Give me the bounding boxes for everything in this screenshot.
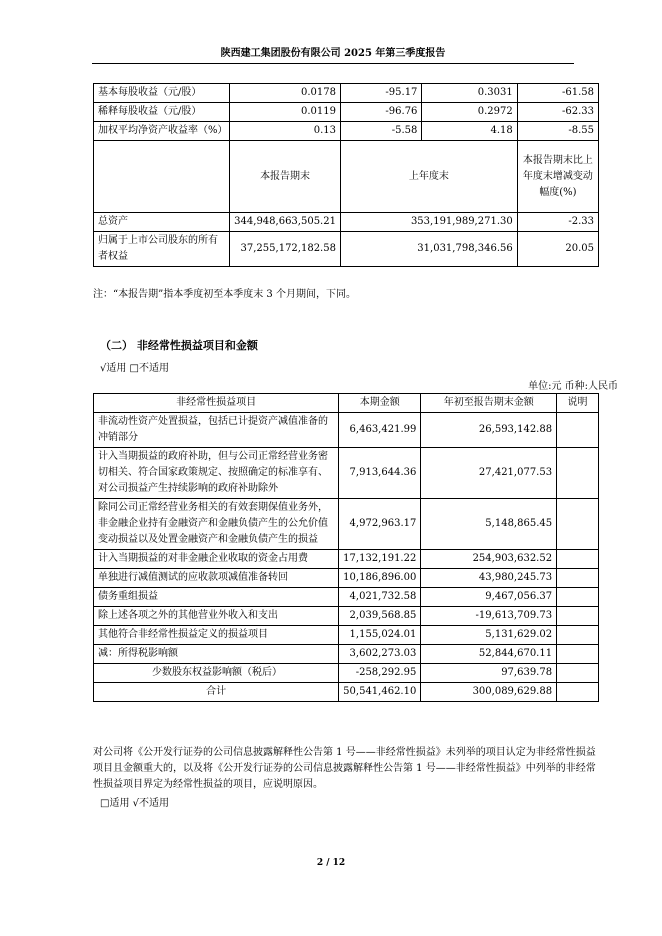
table-row [94,122,599,141]
financial-indicators-table [93,83,599,267]
cell-value: 31,031,798,346.56 [340,232,517,267]
ytd-amount: 97,639.78 [421,664,557,683]
current-amount: 7,913,644.36 [339,448,421,499]
cell-value: -8.55 [517,122,598,141]
table-row [94,232,599,267]
current-amount: 2,039,568.85 [339,607,421,626]
ytd-amount: -19,613,709.73 [421,607,557,626]
item-label: 除同公司正常经营业务相关的有效套期保值业务外，非金融企业持有金融资产和金融负债产生的公允价值变动损益以及处置金融资产和金融负债产生的损益 [94,499,339,550]
current-amount: 3,602,273.03 [339,645,421,664]
total-row [94,683,599,702]
table-row [94,626,599,645]
item-note [557,626,599,645]
ytd-amount: 26,593,142.88 [421,413,557,448]
item-label: 非流动性资产处置损益，包括已计提资产减值准备的冲销部分 [94,413,339,448]
ytd-amount: 5,131,629.02 [421,626,557,645]
cell-value: 0.3031 [422,84,517,103]
table-row [94,213,599,232]
cell-value: -5.58 [340,122,421,141]
page-number: 2 / 12 [316,858,346,868]
total-note [557,683,599,702]
item-note [557,448,599,499]
item-label: 其他符合非经常性损益定义的损益项目 [94,626,339,645]
total-current-amount: 50,541,462.10 [339,683,421,702]
table-row [94,588,599,607]
ytd-amount: 9,467,056.37 [421,588,557,607]
column-header: 本报告期末 [230,141,341,213]
current-amount: -258,292.95 [339,664,421,683]
row-label: 总资产 [94,213,230,232]
column-header: 本报告期末比上年度末增减变动幅度(%) [517,141,598,213]
total-ytd-amount: 300,089,629.88 [421,683,557,702]
cell-value: -95.17 [340,84,421,103]
item-label: 少数股东权益影响额（税后） [94,664,339,683]
cell-value: 0.13 [230,122,341,141]
item-label: 减：所得税影响额 [94,645,339,664]
explanation-paragraph: 对公司将《公开发行证券的公司信息披露解释性公告第 1 号——非经常性损益》未列举的项目认定为非经常性损益项目且金额重大的，以及将《公开发行证券的公司信息披露解释性公告第 1 号——非经常性损益》中列举的非经常性损益项目界定为经常性损益的项目，应说明原因。 [93,747,596,790]
cell-value: -62.33 [517,103,598,122]
cell-value: 4.18 [422,122,517,141]
cell-value: 0.0178 [230,84,341,103]
cell-value: 344,948,663,505.21 [230,213,341,232]
unit-label: 单位:元 币种:人民币 [528,381,618,392]
current-amount: 4,021,732.58 [339,588,421,607]
item-label: 债务重组损益 [94,588,339,607]
table-note: 注：“本报告期”指本季度初至本季度末 3 个月期间，下同。 [93,289,356,300]
item-note [557,413,599,448]
table-row [94,569,599,588]
item-label: 计入当期损益的政府补助，但与公司正常经营业务密切相关、符合国家政策规定、按照确定的标准享有、对公司损益产生持续影响的政府补助除外 [94,448,339,499]
column-header: 非经常性损益项目 [94,394,339,413]
row-label: 加权平均净资产收益率（%） [94,122,230,141]
ytd-amount: 254,903,632.52 [421,550,557,569]
current-amount: 10,186,896.00 [339,569,421,588]
cell-value: 37,255,172,182.58 [230,232,341,267]
column-header: 年初至报告期末金额 [421,394,557,413]
ytd-amount: 52,844,670.11 [421,645,557,664]
cell-value: -2.33 [517,213,598,232]
cell-value: -61.58 [517,84,598,103]
current-amount: 17,132,191.22 [339,550,421,569]
cell-value: -96.76 [340,103,421,122]
table-row [94,550,599,569]
current-amount: 1,155,024.01 [339,626,421,645]
cell-value: 20.05 [517,232,598,267]
page-header: 陕西建工集团股份有限公司 2025 年第三季度报告 [92,44,574,64]
item-note [557,607,599,626]
item-note [557,664,599,683]
column-header: 说明 [557,394,599,413]
item-note [557,550,599,569]
table-row [94,499,599,550]
row-label: 归属于上市公司股东的所有者权益 [94,232,230,267]
item-note [557,588,599,607]
non-recurring-items-table [93,393,599,702]
table-row [94,645,599,664]
total-label: 合计 [94,683,339,702]
row-label: 基本每股收益（元/股） [94,84,230,103]
cell-value: 0.0119 [230,103,341,122]
item-label: 除上述各项之外的其他营业外收入和支出 [94,607,339,626]
current-amount: 6,463,421.99 [339,413,421,448]
empty-header-cell [94,141,230,213]
table-header-row [94,394,599,413]
item-note [557,569,599,588]
section-title: （二） 非经常性损益项目和金额 [100,339,258,352]
table-row [94,607,599,626]
item-label: 计入当期损益的对非金融企业收取的资金占用费 [94,550,339,569]
row-label: 稀释每股收益（元/股） [94,103,230,122]
item-label: 单独进行减值测试的应收款项减值准备转回 [94,569,339,588]
item-note [557,499,599,550]
column-header: 上年度末 [340,141,517,213]
table-row [94,413,599,448]
table-row [94,84,599,103]
ytd-amount: 43,980,245.73 [421,569,557,588]
cell-value: 353,191,989,271.30 [340,213,517,232]
applicable-checkbox-line: √适用 □不适用 [100,363,169,374]
column-header: 本期金额 [339,394,421,413]
table-row [94,448,599,499]
cell-value: 0.2972 [422,103,517,122]
table-row [94,103,599,122]
current-amount: 4,972,963.17 [339,499,421,550]
applicable-checkbox-line: □适用 √不适用 [100,798,169,809]
table-header-row [94,141,599,213]
ytd-amount: 27,421,077.53 [421,448,557,499]
item-note [557,645,599,664]
table-row [94,664,599,683]
ytd-amount: 5,148,865.45 [421,499,557,550]
